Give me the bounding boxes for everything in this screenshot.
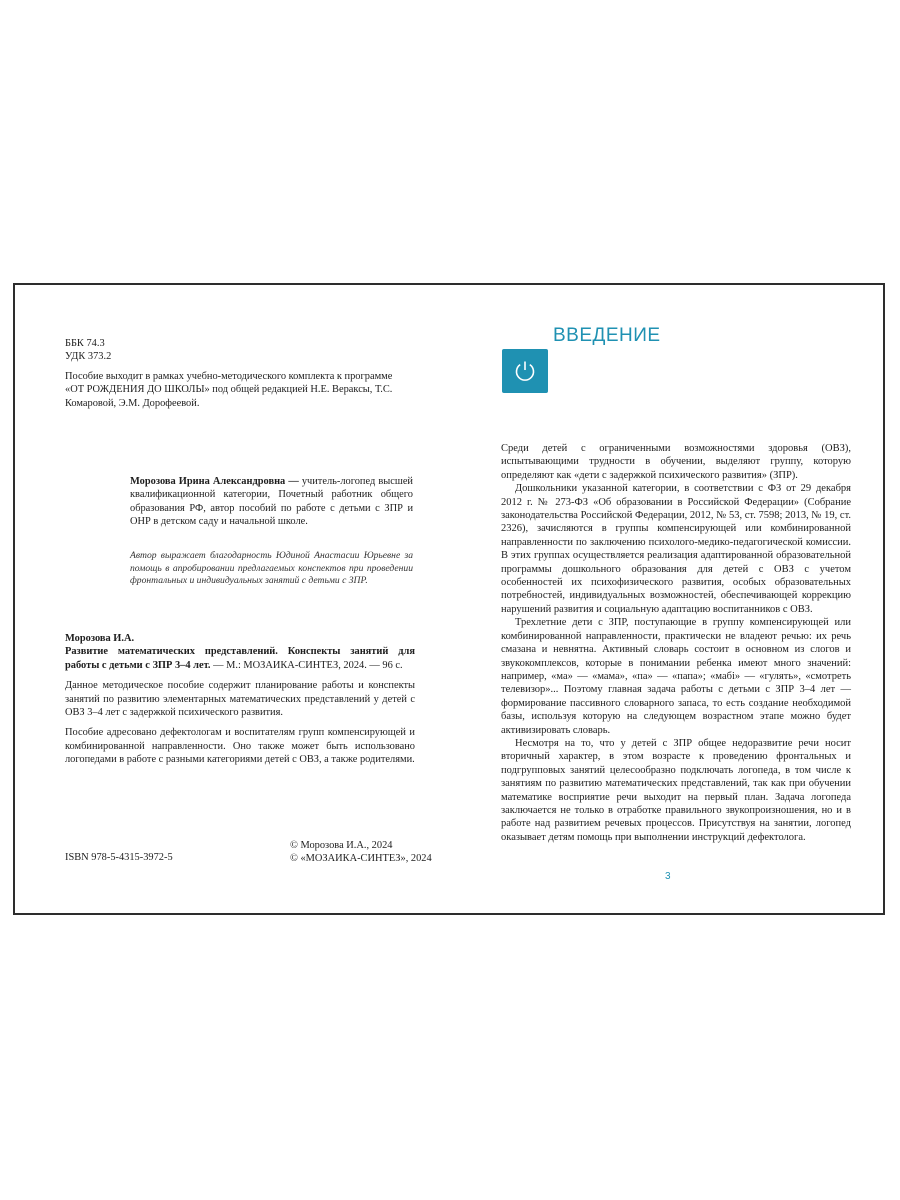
copyright-author: © Морозова И.А., 2024 bbox=[290, 840, 393, 851]
intro-paragraph-1: Среди детей с ограниченными возможностями здоровья (ОВЗ), испытывающими трудности в обучении, выделяют группу, которую определяют как «дети с задержкой психического развития» (ЗПР). bbox=[501, 443, 851, 481]
abstract-paragraph-1: Данное методическое пособие содержит планирование работы и конспекты занятий по развитию элементарных математических представлений у детей с ОВЗ 3–4 лет с задержкой психического развития. bbox=[65, 680, 415, 719]
bibliographic-record bbox=[65, 632, 415, 774]
biblio-imprint: — М.: МОЗАИКА-СИНТЕЗ, 2024. — 96 с. bbox=[210, 659, 403, 671]
author-bio-text: учитель-логопед высшей квалификационной категории, Почетный работник общего образования РФ, автор пособий по работе с детьми с ЗПР и ОНР в детском саду и начальной школе. bbox=[130, 476, 413, 528]
acknowledgement: Автор выражает благодарность Юдиной Анастасии Юрьевне за помощь в апробировании предлагаемых конспектов при проведении фронтальных и индивидуальных занятий с детьми с ЗПР. bbox=[130, 550, 413, 587]
abstract-paragraph-2: Пособие адресовано дефектологам и воспитателям групп компенсирующей и комбинированной направленности. Оно также может быть использовано логопедами в работе с разными категориями детей с ОВЗ, а также родителями. bbox=[65, 727, 415, 766]
page-number: 3 bbox=[665, 871, 671, 882]
intro-text bbox=[501, 442, 851, 844]
power-icon bbox=[502, 349, 548, 393]
intro-paragraph-2: Дошкольники указанной категории, в соответствии с ФЗ от 29 декабря 2012 г. № 273-ФЗ «Об образовании в Российской Федерации» (Собрание законодательства Российской Федерации, 2012, № 53, ст. 7598; 2013, № 19, ст. 2326), зачисляются в группы компенсирующей или комбинированной направленности по заключению психолого-медико-педагогической комиссии. В этих группах осуществляется реализация адаптированной образовательной программы дошкольного образования для детей с ОВЗ с учетом особенностей их психофизического развития, особых образовательных потребностей, индивидуальных возможностей, обеспечивающей коррекцию нарушений развития и социальную адаптацию воспитанников с ОВЗ. bbox=[501, 483, 851, 615]
right-page bbox=[451, 285, 887, 913]
book-spread bbox=[13, 283, 885, 915]
intro-paragraph-4: Несмотря на то, что у детей с ЗПР общее недоразвитие речи носит вторичный характер, в этом возрасте к проведению фронтальных и подгрупповых занятий целесообразно подключать логопеда, в том числе к занятиям по развитию математических представлений, так как при обучении математике восприятие речи выходит на первый план. Задача логопеда заключается не только в отработке правильного звукопроизношения, но и в работе над развитием речевых процессов. Присутствуя на занятии, логопед оказывает детям помощь при выполнении инструкций дефектолога. bbox=[501, 737, 851, 843]
classification-codes bbox=[65, 337, 111, 364]
copyright-publisher: © «МОЗАИКА-СИНТЕЗ», 2024 bbox=[290, 853, 432, 865]
udk-code: УДК 373.2 bbox=[65, 351, 112, 363]
biblio-author: Морозова И.А. bbox=[65, 633, 135, 644]
section-title: ВВЕДЕНИЕ bbox=[553, 325, 661, 346]
biblio-title: Развитие математических представлений. Конспекты занятий для работы с детьми с ЗПР 3–4 лет. bbox=[65, 646, 415, 671]
intro-paragraph-3: Трехлетние дети с ЗПР, поступающие в группу компенсирующей или комбинированной направленности, практически не владеют речью: их речь смазана и невнятна. Активный словарь состоит в основном из слогов и звукокомплексов, которые в понимании ребенка имеют много значений: например, «ма» — «мама», «па» — «папа»; «мабi» — «гулять», «смотреть телевизор»... Поэтому главная задача работы с детьми с ЗПР 3–4 лет — формирование пассивного словарного запаса, то есть создание необходимой базы, используя которую на следующем возрастном этапе можно будет активизировать словарь. bbox=[501, 617, 851, 736]
series-note: Пособие выходит в рамках учебно-методического комплекта к программе «ОТ РОЖДЕНИЯ ДО ШКОЛЫ» под общей редакцией Н.Е. Вераксы, Т.С. Комаровой, Э.М. Дорофеевой. bbox=[65, 371, 393, 409]
bbk-code: ББК 74.3 bbox=[65, 338, 105, 349]
biblio-entry bbox=[65, 645, 415, 672]
copyright-block bbox=[290, 839, 432, 866]
author-bio bbox=[130, 475, 413, 529]
author-name: Морозова Ирина Александровна — bbox=[130, 476, 299, 487]
isbn: ISBN 978-5-4315-3972-5 bbox=[65, 852, 173, 863]
left-page bbox=[15, 285, 451, 913]
